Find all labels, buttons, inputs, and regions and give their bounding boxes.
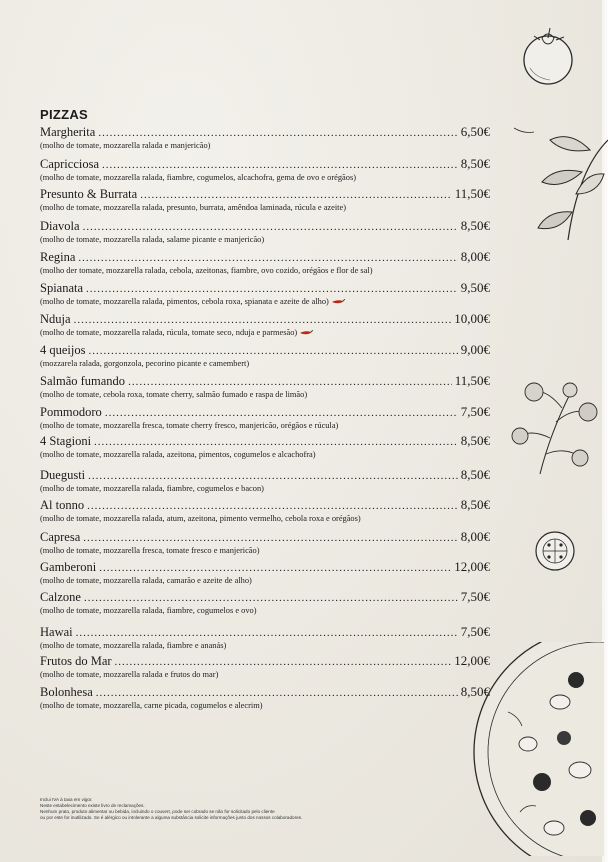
menu-item [40,529,490,556]
item-price: 11,50€ [454,373,490,388]
item-price: 12,00€ [454,559,490,574]
item-description: (molho de tomate, mozzarella fresca, tomate fresco e manjericão) [40,546,260,555]
parsley-illustration [510,378,600,478]
leader-dots [87,499,458,514]
item-name: Salmão fumando [40,374,126,388]
leader-dots [96,686,458,701]
item-name: 4 Stagioni [40,434,92,448]
item-description: (molho de tomate, mozzarella ralada e manjericão) [40,141,211,150]
menu-item [40,467,490,494]
item-price: 8,50€ [460,218,490,233]
footer-line: Neste estabelecimento existe livro de reclamações. [40,803,145,808]
leader-dots [115,655,452,670]
menu-item [40,156,490,183]
menu-item [40,497,490,524]
item-description: (molho de tomate, mozzarella ralada, fiambre, cogumelos, alcachofra, gema de ovo e orégãos) [40,173,357,182]
menu-item [40,684,490,711]
menu-item [40,653,490,680]
basil-branch-illustration [512,120,608,245]
chili-pepper-icon [331,299,345,305]
item-price: 8,50€ [460,684,490,699]
item-description: (molho de tomate, mozzarella ralada, salame picante e manjericão) [40,235,265,244]
menu-item [40,249,490,276]
item-name: Gamberoni [40,560,97,574]
item-name: Capresa [40,530,81,544]
item-description: (molho de tomate, mozzarella ralada, atum, azeitona, pimento vermelho, cebola roxa e orégãos) [40,514,361,523]
item-price: 8,50€ [460,497,490,512]
leader-dots [88,469,458,484]
item-name: Duegusti [40,468,86,482]
tomato-illustration [520,24,580,88]
item-price: 8,50€ [460,467,490,482]
item-description-text: (molho de tomate, mozzarella ralada, rúcula, tomate seco, nduja e parmesão) [40,328,298,337]
item-description: (molho de tomate, mozzarella ralada, azeitona, pimentos, cogumelos e alcachofra) [40,450,316,459]
footer-line: Inclui IVA à taxa em vigor. [40,797,93,802]
item-name: Nduja [40,312,71,326]
leader-dots [94,435,458,450]
menu-item [40,280,490,307]
menu-item [40,186,490,213]
menu-item [40,559,490,586]
item-price: 8,50€ [460,156,490,171]
item-description: (mozzarela ralada, gorgonzola, pecorino picante e camembert) [40,359,250,368]
item-name: 4 queijos [40,343,86,357]
leader-dots [99,561,451,576]
menu-item [40,433,490,460]
item-description: (molho der tomate, mozzarella ralada, cebola, azeitonas, fiambre, ovo cozido, orégãos e flor de sal) [40,266,373,275]
leader-dots [102,158,458,173]
footer-line: Nenhum prato, produto alimentar ou bebida, incluindo o couvert, pode ser cobrado se não for solicitado pelo cliente [40,809,275,814]
menu-item [40,124,490,151]
item-name: Regina [40,250,76,264]
item-price: 8,00€ [460,249,490,264]
item-description: (molho de tomate, mozzarella ralada e frutos do mar) [40,670,219,679]
chili-pepper-icon [299,330,313,336]
item-description: (molho de tomate, mozzarella ralada, fiambre e ananás) [40,641,227,650]
leader-dots [105,406,458,421]
item-description [40,297,490,307]
leader-dots [74,313,452,328]
leader-dots [76,626,458,641]
item-name: Spianata [40,281,84,295]
item-description: (molho de tomate, mozzarella, carne picada, cogumelos e alecrim) [40,701,263,710]
item-price: 11,50€ [454,186,490,201]
menu-item [40,404,490,431]
footer-line: ou por este for inutilizado. Se é alérgico ou intolerante a alguma substância solicite informações junto dos nossos colaboradores. [40,815,303,820]
item-description: (molho de tomate, mozzarella ralada, camarão e azeite de alho) [40,576,252,585]
item-name: Bolonhesa [40,685,93,699]
leader-dots [128,375,452,390]
leader-dots [98,126,457,141]
item-price: 8,00€ [460,529,490,544]
menu-item [40,342,490,369]
item-description: (molho de tomate, mozzarella fresca, tomate cherry fresco, manjericão, orégãos e rúcula) [40,421,339,430]
tomato-slice-illustration [532,528,578,574]
leader-dots [86,282,458,297]
item-description-text: (molho de tomate, mozzarella ralada, pimentos, cebola roxa, spianata e azeite de alho) [40,297,329,306]
leader-dots [78,251,457,266]
item-description: (molho de tomate, cebola roxa, tomate cherry, salmão fumado e raspa de limão) [40,390,308,399]
item-price: 12,00€ [454,653,490,668]
item-price: 7,50€ [460,404,490,419]
item-price: 8,50€ [460,433,490,448]
menu-item [40,311,490,338]
menu-item [40,373,490,400]
leader-dots [140,188,452,203]
item-description [40,328,490,338]
item-name: Hawai [40,625,73,639]
item-name: Al tonno [40,498,85,512]
menu-item [40,589,490,616]
item-name: Frutos do Mar [40,654,112,668]
item-description: (molho de tomate, mozzarella ralada, fiambre, cogumelos e ovo) [40,606,257,615]
leader-dots [88,344,457,359]
item-price: 7,50€ [460,589,490,604]
item-name: Diavola [40,219,80,233]
item-name: Presunto & Burrata [40,187,138,201]
item-name: Calzone [40,590,81,604]
item-description: (molho de tomate, mozzarella ralada, fiambre, cogumelos e bacon) [40,484,264,493]
item-price: 9,50€ [460,280,490,295]
item-price: 9,00€ [460,342,490,357]
leader-dots [83,531,457,546]
item-name: Pommodoro [40,405,102,419]
item-name: Margherita [40,125,96,139]
item-price: 7,50€ [460,624,490,639]
section-title: PIZZAS [40,107,89,122]
menu-item [40,624,490,651]
leader-dots [84,591,458,606]
legal-footer [40,797,420,821]
item-description: (molho de tomate, mozzarella ralada, presunto, burrata, amêndoa laminada, rúcula e azeite) [40,203,347,212]
item-price: 6,50€ [460,124,490,139]
menu-item [40,218,490,245]
item-name: Capricciosa [40,157,100,171]
leader-dots [83,220,458,235]
item-price: 10,00€ [454,311,490,326]
